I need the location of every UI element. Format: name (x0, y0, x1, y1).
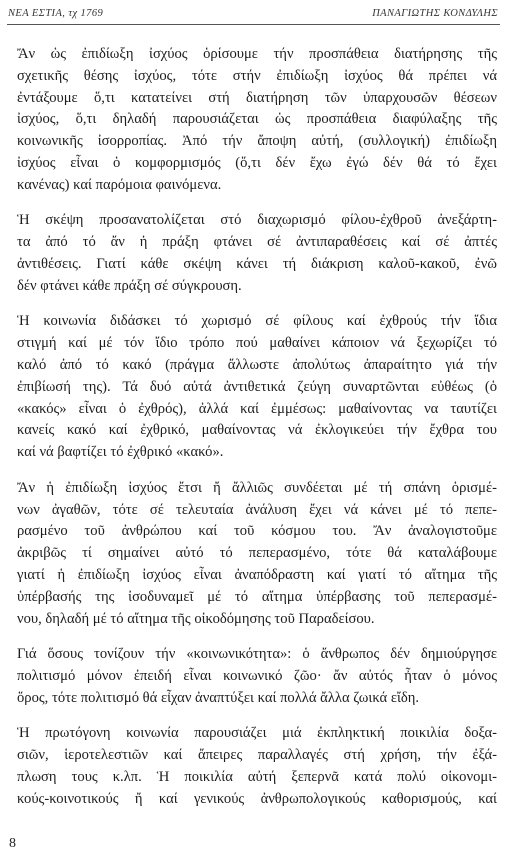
text-line: Ἡ πρωτόγονη κοινωνία παρουσιάζει μιά ἐκπληκτική ποικιλία δοξα- (17, 725, 497, 742)
text-line: γιατί ἡ ἐπιδίωξη ἰσχύος εἶναι ἀναπόδραστη καί γιατί τό αἴτημα τῆς (17, 566, 497, 583)
text-line: ἐντάξουμε ὅ,τι κατατείνει στή διατήρηση τῶν ὑπαρχουσῶν θέσεων (17, 89, 497, 106)
paragraph-6 (17, 723, 497, 810)
running-head-left: ΝΕΑ ΕΣΤΙΑ, τχ 1769 (8, 8, 104, 19)
text-line: Ἄν ὡς ἐπιδίωξη ἰσχύος ὁρίσουμε τήν προσπάθεια διατήρησης τῆς (17, 46, 497, 62)
text-line: κοινωνικῆς ἰσορροπίας. Ἀπό τήν ἄποψη αὐτή, (συλλογική) ἐπιδίωξη (17, 133, 497, 150)
text-line: νων ἀγαθῶν, τότε σέ τελευταία ἀνάλυση ἔχει νά κάνει μέ τό πεπε- (17, 501, 497, 518)
text-line: Ἡ σκέψη προσανατολίζεται στό διαχωρισμό φίλου-ἐχθροῦ ἀνεξάρτη- (17, 212, 497, 229)
text-line: Γιά ὅσους τονίζουν τήν «κοινωνικότητα»: ὁ ἄνθρωπος δέν δημιούργησε (17, 646, 497, 663)
text-line: νου, δηλαδή μέ τό αἴτημα τῆς οἰκοδόμησης τοῦ Παραδείσου. (17, 610, 375, 627)
text-line: σχετικῆς θέσης ἰσχύος, τότε στήν ἐπιδίωξη ἰσχύος θά πρέπει νά (17, 67, 497, 84)
text-line: σιῶν, ἱεροτελεστιῶν καί ἄπειρες παραλλαγές στή χρήση, τήν ἐξά- (17, 747, 497, 764)
text-line: ἐπιβίωσή της). Τά δυό αὐτά ἀντιθετικά ζεύγη συναρτῶνται εὐθέως (ὁ (17, 378, 497, 395)
text-line: κούς-κοινοτικούς ἤ καί γενικούς ἀνθρωπολογικούς καθορισμούς, καί (17, 790, 497, 807)
header-rule (7, 24, 500, 25)
text-line: πολιτισμό μόνον ἐπειδή εἶναι κοινωνικό ζῶο· ἄν αὐτός ἦταν ὁ μόνος (17, 667, 497, 684)
text-line: ἀκριβῶς τί σημαίνει αὐτό τό πεπερασμένο, τότε θά καταλάβουμε (17, 545, 497, 562)
text-line: καλό ἀπό τό κακό (πράγμα ἄλλωστε ἀπολύτως ἀπαραίτητο γιά τήν (17, 356, 497, 373)
text-line: δέν φτάνει κάθε πράξη σέ σύγκρουση. (17, 277, 242, 294)
running-head-right: ΠΑΝΑΓΙΩΤΗΣ ΚΟΝΔΥΛΗΣ (372, 8, 498, 19)
paragraph-2 (17, 210, 497, 297)
text-line: ρασμένο τοῦ ἀνθρώπου καί τοῦ κόσμου του. Ἄν ἀναλογιστοῦμε (17, 523, 497, 540)
paragraph-4 (17, 478, 497, 631)
paragraph-1 (17, 44, 497, 197)
text-line: ἰσχύος, ὅ,τι δηλαδή παρουσιάζεται ὡς προσπάθεια διαφύλαξης τῆς (17, 111, 497, 128)
text-line: ἀντιθέσεις. Γιατί κάθε σκέψη κάνει τή διάκριση καλοῦ-κακοῦ, ἐνῶ (17, 255, 497, 272)
text-line: τα ἀπό τό ἄν ἡ πράξη φτάνει σέ ἀντιπαραθέσεις καί σέ ἀπτές (17, 234, 497, 251)
paragraph-3 (17, 311, 497, 464)
text-line: καί νά βαφτίζει τό ἐχθρικό «κακό». (17, 444, 224, 461)
text-line: Ἄν ἡ ἐπιδίωξη ἰσχύος ἔτσι ἤ ἄλλιῶς συνδέεται μέ τή σπάνη ὁρισμέ- (17, 479, 497, 496)
running-head (8, 8, 498, 24)
text-line: κανείς κακό καί ἐχθρικό, μαθαίνοντας νά ἐκλογικεύει τήν ἔχθρα του (17, 422, 497, 439)
paragraph-5 (17, 644, 497, 709)
text-line: ἰσχύος εἶναι ὁ κομφορμισμός (ὅ,τι δέν ἔχω ἐγώ δέν θά τό ἔχει (17, 154, 497, 171)
text-line: ὅρος, τότε πολιτισμό θά εἶχαν ἀναπτύξει καί πολλά ἄλλα ζωικά εἴδη. (17, 689, 420, 706)
body-text (17, 44, 497, 810)
text-line: κανένας) καί παρόμοια φαινόμενα. (17, 176, 222, 193)
text-line: στιγμή καί μέ τόν ἴδιο τρόπο πού μαθαίνει κάποιον νά ξεχωρίζει τό (17, 335, 497, 352)
text-line: ὑπέρβασής της ἰσοδυναμεῖ μέ τό αἴτημα ὑπέρβασης τοῦ πεπερασμέ- (17, 588, 497, 605)
text-line: πλωση τους κ.λπ. Ἡ ποικιλία αὐτή ξεπερνᾶ κατά πολύ οἰκονομι- (17, 768, 497, 785)
text-line: Ἡ κοινωνία διδάσκει τό χωρισμό σέ φίλους καί ἐχθρούς τήν ἴδια (17, 313, 497, 330)
text-line: «κακός» εἶναι ὁ ἐχθρός), ἀλλά καί ἐμμέσως: μαθαίνοντας να ταυτίζει (17, 400, 497, 417)
page-number: 8 (9, 836, 16, 851)
